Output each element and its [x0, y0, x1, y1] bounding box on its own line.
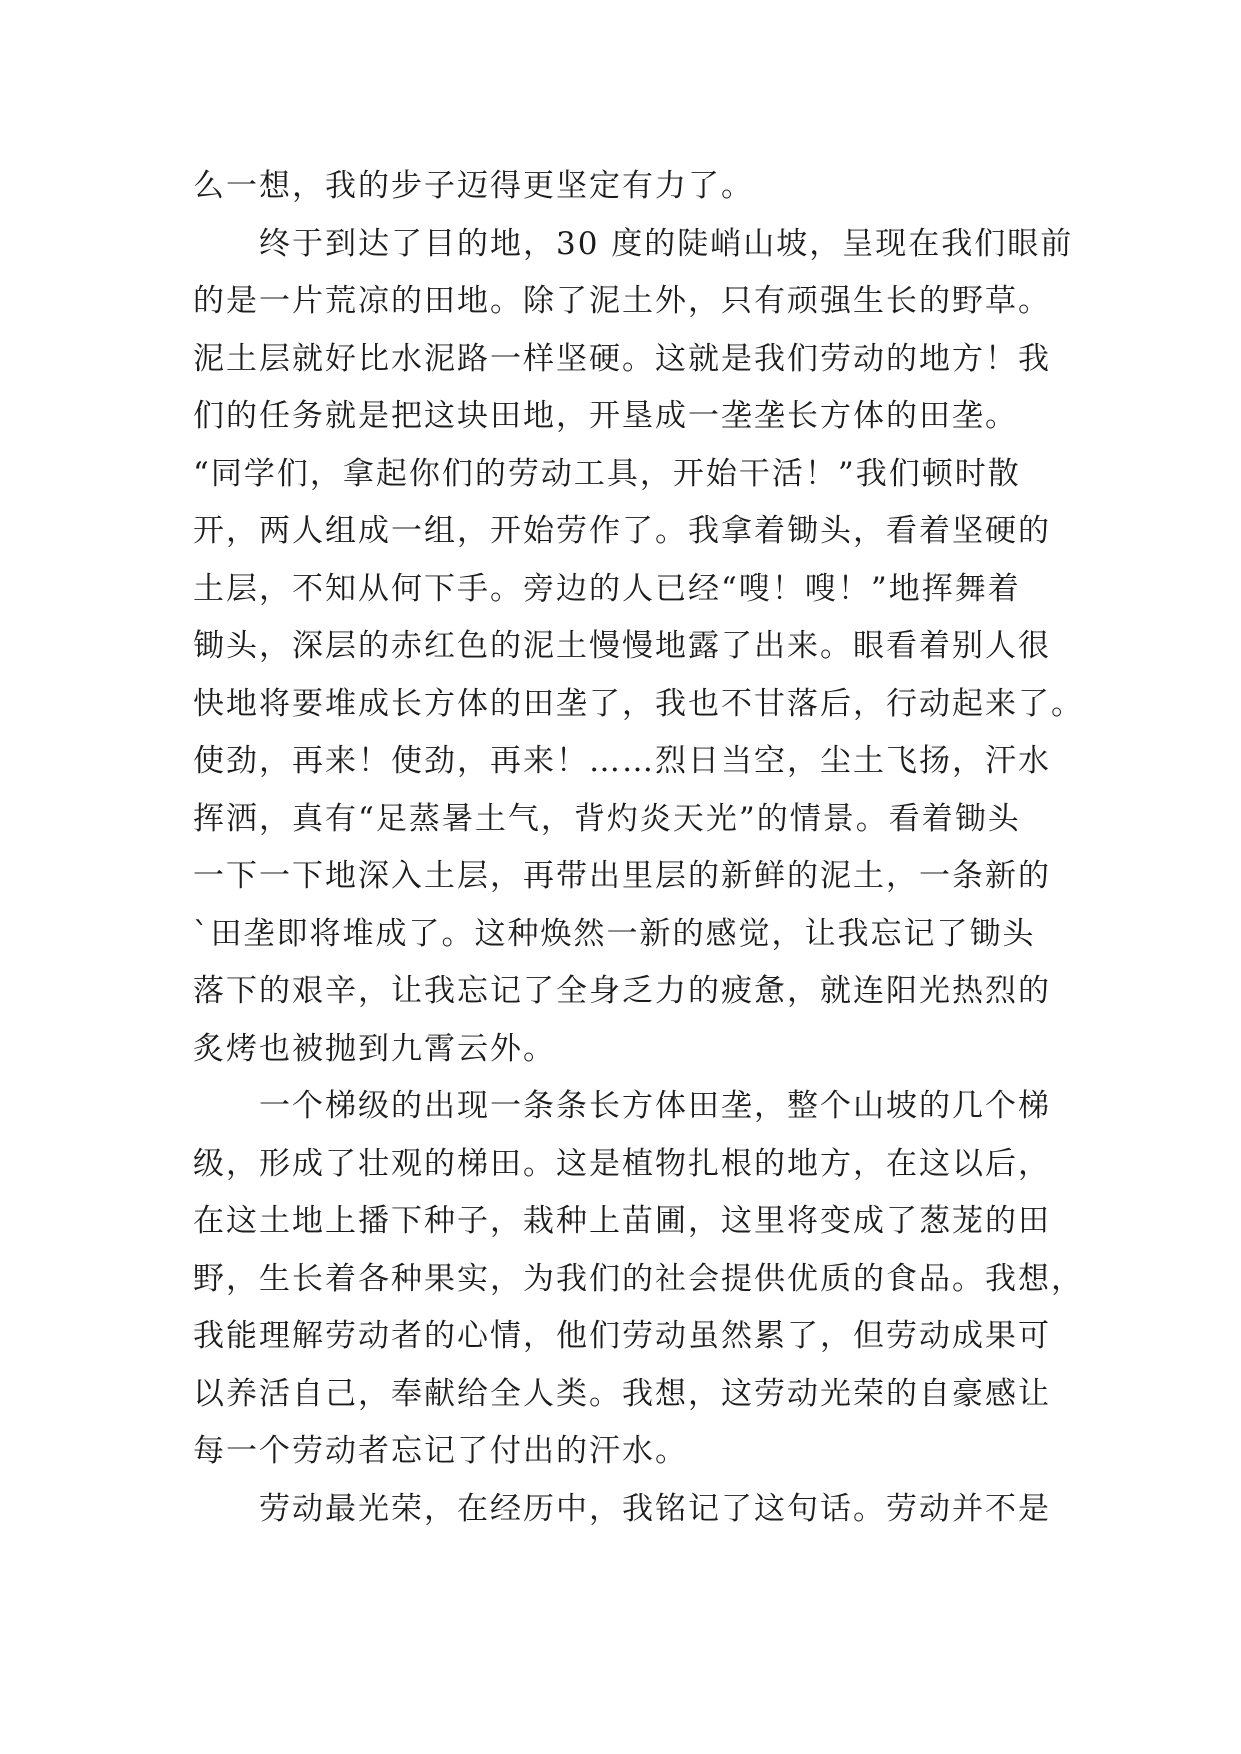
- text-line: 们的任务就是把这块田地，开垦成一垄垄长方体的田垄。: [193, 398, 1018, 434]
- text-line: 每一个劳动者忘记了付出的汗水。: [193, 1433, 688, 1469]
- text-line: 挥洒，真有“足蒸暑土气，背灼炎天光”的情景。看着锄头: [193, 800, 1021, 837]
- text-line: 终于到达了目的地，30 度的陡峭山坡，呈现在我们眼前: [193, 225, 1074, 262]
- text-line: 土层，不知从何下手。旁边的人已经“嗖！嗖！”地挥舞着: [193, 570, 1021, 607]
- text-line: 炙烤也被抛到九霄云外。: [193, 1030, 556, 1067]
- text-line: 的是一片荒凉的田地。除了泥土外，只有顽强生长的野草。: [193, 283, 1051, 319]
- text-line: 劳动最光荣，在经历中，我铭记了这句话。劳动并不是: [193, 1490, 1051, 1527]
- text-line: “同学们，拿起你们的劳动工具，开始干活！”我们顿时散: [193, 455, 1021, 492]
- text-line: 泥土层就好比水泥路一样坚硬。这就是我们劳动的地方！我: [193, 340, 1051, 377]
- text-line: 么一想，我的步子迈得更坚定有力了。: [193, 168, 754, 204]
- text-line: 级，形成了壮观的梯田。这是植物扎根的地方，在这以后，: [193, 1145, 1051, 1182]
- text-line: 一下一下地深入土层，再带出里层的新鲜的泥土，一条新的: [193, 858, 1051, 894]
- text-line: 在这土地上播下种子，栽种上苗圃，这里将变成了葱茏的田: [193, 1203, 1051, 1239]
- text-line: 快地将要堆成长方体的田垄了，我也不甘落后，行动起来了。: [193, 685, 1084, 722]
- text-line: 野，生长着各种果实，为我们的社会提供优质的食品。我想，: [193, 1260, 1084, 1297]
- text-line: 锄头，深层的赤红色的泥土慢慢地露了出来。眼看着别人很: [193, 628, 1051, 664]
- text-line: `田垄即将堆成了。这种焕然一新的感觉，让我忘记了锄头: [193, 915, 1036, 952]
- text-line: 以养活自己，奉献给全人类。我想，这劳动光荣的自豪感让: [193, 1375, 1051, 1412]
- text-line: 一个梯级的出现一条条长方体田垄，整个山坡的几个梯: [193, 1088, 1051, 1124]
- text-line: 落下的艰辛，让我忘记了全身乏力的疲惫，就连阳光热烈的: [193, 973, 1051, 1009]
- text-line: 开，两人组成一组，开始劳作了。我拿着锄头，看着坚硬的: [193, 513, 1051, 549]
- text-line: 使劲，再来！使劲，再来！……烈日当空，尘土飞扬，汗水: [193, 743, 1051, 779]
- body-text: [193, 158, 1084, 1538]
- text-line: 我能理解劳动者的心情，他们劳动虽然累了，但劳动成果可: [193, 1318, 1051, 1354]
